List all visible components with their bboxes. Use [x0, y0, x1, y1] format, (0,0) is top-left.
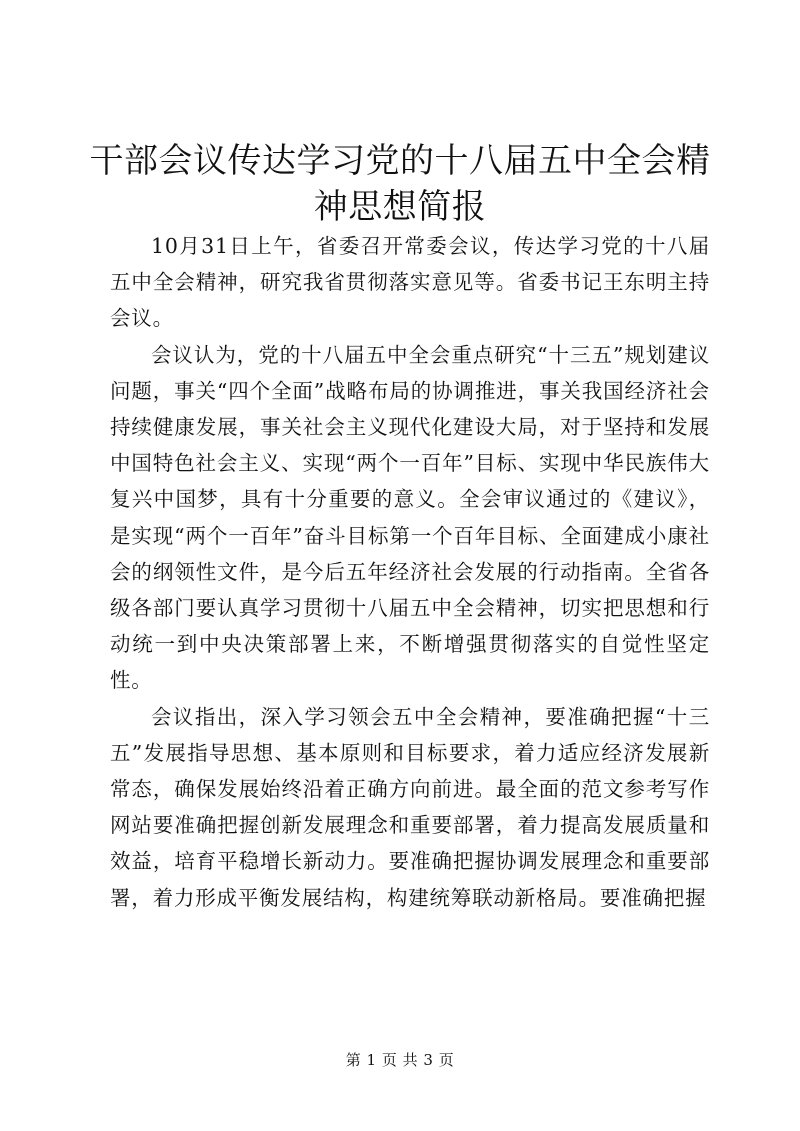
document-title: 干部会议传达学习党的十八届五中全会精神思想简报	[89, 141, 711, 227]
paragraph-1: 10月31日上午，省委召开常委会议，传达学习党的十八届五中全会精神，研究我省贯彻落实意见等。省委书记王东明主持会议。	[110, 234, 710, 331]
paragraph-2: 会议认为，党的十八届五中全会重点研究“十三五”规划建议问题，事关“四个全面”战略布局的协调推进，事关我国经济社会持续健康发展，事关社会主义现代化建设大局，对于坚持和发展中国特色社会主义、实现“两个一百年”目标、实现中华民族伟大复兴中国梦，具有十分重要的意义。全会审议通过的《建议》，是实现“两个一百年”奋斗目标第一个百年目标、全面建成小康社会的纲领性文件，是今后五年经济社会发展的行动指南。全省各级各部门要认真学习贯彻十八届五中全会精神，切实把思想和行动统一到中央决策部署上来，不断增强贯彻落实的自觉性坚定性。	[110, 342, 710, 693]
paragraph-3: 会议指出，深入学习领会五中全会精神，要准确把握“十三五”发展指导思想、基本原则和目标要求，着力适应经济发展新常态，确保发展始终沿着正确方向前进。最全面的范文参考写作网站要准确把握创新发展理念和重要部署，着力提高发展质量和效益，培育平稳增长新动力。要准确把握协调发展理念和重要部署，着力形成平衡发展结构，构建统筹联动新格局。要准确把握	[110, 704, 710, 910]
document-body	[110, 228, 710, 916]
page-number-footer: 第 1 页 共 3 页	[345, 1051, 455, 1069]
